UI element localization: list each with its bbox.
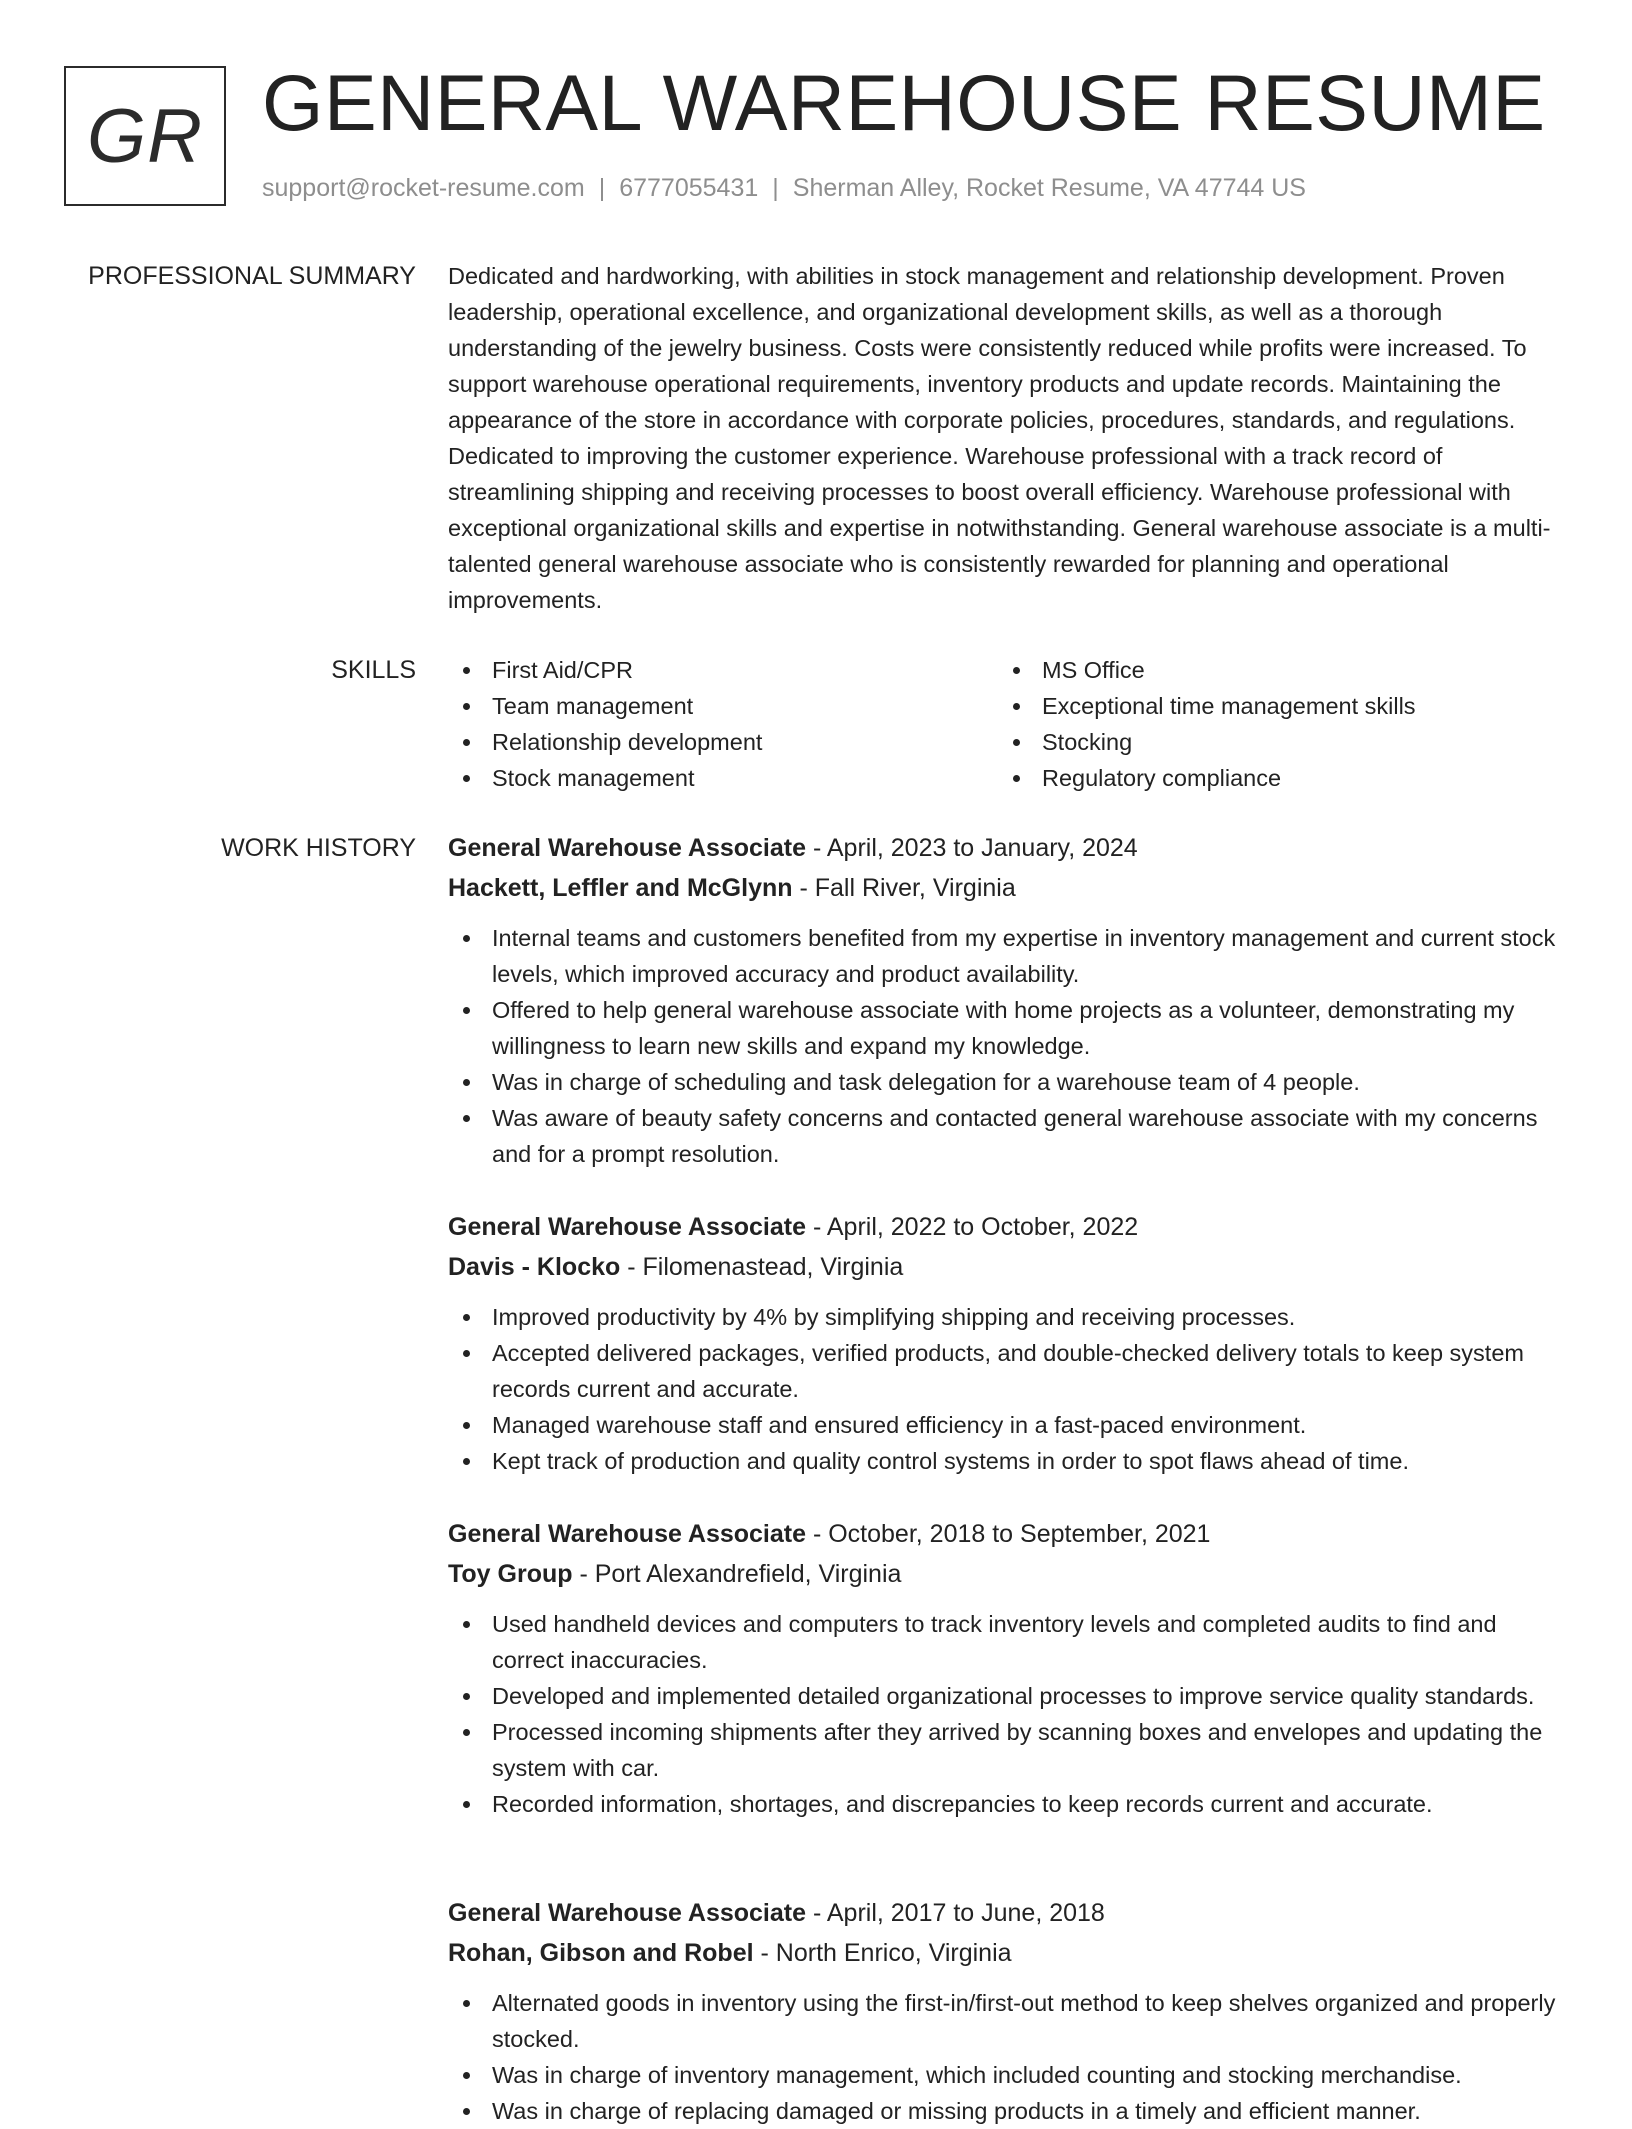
skills-body bbox=[448, 652, 1568, 796]
job-dash: - bbox=[753, 1939, 776, 1967]
job-dash: - bbox=[806, 1213, 827, 1241]
job-entry bbox=[448, 1207, 1568, 1479]
job-entry bbox=[448, 828, 1568, 1172]
job-dash: - bbox=[792, 874, 815, 902]
job-duties bbox=[448, 1985, 1568, 2129]
duty-item: Alternated goods in inventory using the first-in/first-out method to keep shelves organized and properly stocked. bbox=[448, 1985, 1568, 2057]
duty-item: Was in charge of scheduling and task delegation for a warehouse team of 4 people. bbox=[448, 1064, 1568, 1100]
skills-heading: SKILLS bbox=[331, 656, 416, 684]
contact-line bbox=[262, 174, 1306, 203]
summary-body bbox=[448, 258, 1568, 618]
job-company-line bbox=[448, 868, 1568, 908]
job-location: Fall River, Virginia bbox=[814, 874, 1016, 902]
summary-heading: PROFESSIONAL SUMMARY bbox=[88, 262, 416, 290]
job-company-line bbox=[448, 1247, 1568, 1287]
job-company: Hackett, Leffler and McGlynn bbox=[448, 874, 793, 902]
contact-separator: | bbox=[772, 174, 779, 202]
skill-item: First Aid/CPR bbox=[448, 652, 998, 688]
skill-item: Relationship development bbox=[448, 724, 998, 760]
contact-email: support@rocket-resume.com bbox=[262, 174, 585, 202]
job-duties bbox=[448, 1606, 1568, 1822]
job-dash: - bbox=[572, 1560, 595, 1588]
job-dash: - bbox=[806, 1520, 829, 1548]
job-role: General Warehouse Associate bbox=[448, 834, 807, 862]
duty-item: Developed and implemented detailed organizational processes to improve service quality standards. bbox=[448, 1678, 1568, 1714]
skills-grid bbox=[448, 652, 1568, 796]
duty-item: Recorded information, shortages, and discrepancies to keep records current and accurate. bbox=[448, 1786, 1568, 1822]
job-role: General Warehouse Associate bbox=[448, 1520, 807, 1548]
job-role-line bbox=[448, 1893, 1568, 1933]
skills-column-left bbox=[448, 652, 998, 796]
duty-item: Was aware of beauty safety concerns and contacted general warehouse associate with my concerns and for a prompt resolution. bbox=[448, 1100, 1568, 1172]
job-role-line bbox=[448, 828, 1568, 868]
job-dates: April, 2023 to January, 2024 bbox=[826, 834, 1138, 862]
skill-item: Stock management bbox=[448, 760, 998, 796]
job-role-line bbox=[448, 1514, 1568, 1554]
skill-item: MS Office bbox=[998, 652, 1548, 688]
contact-address: Sherman Alley, Rocket Resume, VA 47744 US bbox=[792, 174, 1306, 202]
skill-item: Exceptional time management skills bbox=[998, 688, 1548, 724]
job-company: Rohan, Gibson and Robel bbox=[448, 1939, 754, 1967]
duty-item: Internal teams and customers benefited from my expertise in inventory management and current stock levels, which improved accuracy and product availability. bbox=[448, 920, 1568, 992]
job-duties bbox=[448, 920, 1568, 1172]
duty-item: Kept track of production and quality control systems in order to spot flaws ahead of time. bbox=[448, 1443, 1568, 1479]
job-dash: - bbox=[806, 1899, 827, 1927]
job-location: North Enrico, Virginia bbox=[775, 1939, 1012, 1967]
job-role-line bbox=[448, 1207, 1568, 1247]
skill-item: Stocking bbox=[998, 724, 1548, 760]
contact-phone: 6777055431 bbox=[619, 174, 759, 202]
skill-item: Regulatory compliance bbox=[998, 760, 1548, 796]
contact-separator: | bbox=[598, 174, 606, 202]
job-location: Port Alexandrefield, Virginia bbox=[594, 1560, 902, 1588]
job-company-line bbox=[448, 1933, 1568, 1973]
job-dash: - bbox=[620, 1253, 643, 1281]
skill-item: Team management bbox=[448, 688, 998, 724]
work-history-heading: WORK HISTORY bbox=[221, 834, 416, 862]
duty-item: Used handheld devices and computers to track inventory levels and completed audits to find and correct inaccuracies. bbox=[448, 1606, 1568, 1678]
job-duties bbox=[448, 1299, 1568, 1479]
job-entry bbox=[448, 1893, 1568, 2129]
resume-title: GENERAL WAREHOUSE RESUME bbox=[262, 58, 1546, 147]
job-entry bbox=[448, 1514, 1568, 1822]
duty-item: Improved productivity by 4% by simplifying shipping and receiving processes. bbox=[448, 1299, 1568, 1335]
job-role: General Warehouse Associate bbox=[448, 1213, 807, 1241]
duty-item: Managed warehouse staff and ensured efficiency in a fast-paced environment. bbox=[448, 1407, 1568, 1443]
job-dash: - bbox=[806, 834, 827, 862]
job-dates: April, 2017 to June, 2018 bbox=[826, 1899, 1105, 1927]
job-role: General Warehouse Associate bbox=[448, 1899, 807, 1927]
duty-item: Accepted delivered packages, verified products, and double-checked delivery totals to keep system records current and accurate. bbox=[448, 1335, 1568, 1407]
duty-item: Processed incoming shipments after they arrived by scanning boxes and envelopes and updating the system with car. bbox=[448, 1714, 1568, 1786]
monogram-initials: GR bbox=[87, 93, 203, 179]
job-company: Davis - Klocko bbox=[448, 1253, 621, 1281]
skills-column-right bbox=[998, 652, 1548, 796]
job-company: Toy Group bbox=[448, 1560, 573, 1588]
job-dates: October, 2018 to September, 2021 bbox=[828, 1520, 1211, 1548]
summary-text: Dedicated and hardworking, with abilities in stock management and relationship development. Proven leadership, operational excellence, and organizational development skills, as well as a thorough understanding of the jewelry business. Costs were consistently reduced while profits were increased. To support warehouse operational requirements, inventory products and update records. Maintaining the appearance of the store in accordance with corporate policies, procedures, standards, and regulations. Dedicated to improving the customer experience. Warehouse professional with a track record of streamlining shipping and receiving processes to boost overall efficiency. Warehouse professional with exceptional organizational skills and expertise in notwithstanding. General warehouse associate is a multi-talented general warehouse associate who is consistently rewarded for planning and operational improvements. bbox=[448, 263, 1551, 613]
duty-item: Was in charge of replacing damaged or missing products in a timely and efficient manner. bbox=[448, 2093, 1568, 2129]
job-location: Filomenastead, Virginia bbox=[642, 1253, 904, 1281]
job-company-line bbox=[448, 1554, 1568, 1594]
job-dates: April, 2022 to October, 2022 bbox=[826, 1213, 1139, 1241]
duty-item: Offered to help general warehouse associate with home projects as a volunteer, demonstrating my willingness to learn new skills and expand my knowledge. bbox=[448, 992, 1568, 1064]
monogram-badge bbox=[64, 66, 226, 206]
duty-item: Was in charge of inventory management, which included counting and stocking merchandise. bbox=[448, 2057, 1568, 2093]
